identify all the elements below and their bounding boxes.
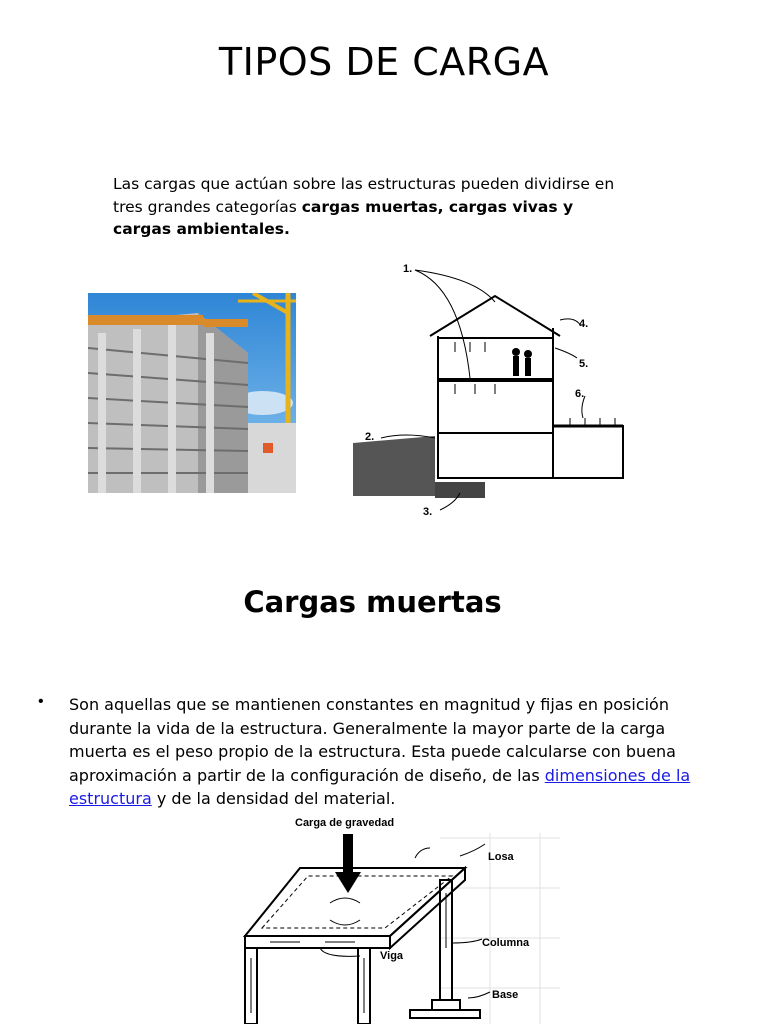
intro-text: Las cargas que actúan sobre las estructuras pueden dividirse en tres grandes categorías [113,175,615,216]
diagram-label-1: 1. [403,263,413,275]
dimensions-link[interactable]: dimensiones de la estructura [69,765,691,808]
slide-title: TIPOS DE CARGA [218,40,550,84]
diagram-label-6: 6. [575,388,585,400]
intro-bold-categories: cargas muertas, cargas vivas y cargas ambientales. [113,197,574,238]
bullet-item [38,693,728,811]
diagram-label-3: 3. [423,506,433,518]
bullet-text-prefix: Son aquellas que se mantienen constantes en magnitud y fijas en posición durante la vida de la estructura. Generalmente la mayor parte de la carga muerta es el peso propio de la estructura. Esta puede calcularse con buena aproximación a partir de la configuración de diseño, de las [69,695,676,785]
construction-photo [88,293,296,493]
gravity-load-label: Carga de gravedad [295,817,395,829]
diagram-label-4: 4. [579,318,589,330]
slab-label: Losa [488,851,514,863]
bullet-icon: • [38,693,44,710]
intro-paragraph [113,173,633,241]
diagram-label-5: 5. [579,358,589,370]
structural-frame-diagram [240,808,570,1024]
beam-label: Viga [380,950,404,962]
base-label: Base [492,989,519,1001]
bullet-text [69,693,728,811]
bullet-text-suffix: y de la densidad del material. [151,789,396,808]
column-label: Columna [482,937,530,949]
section-heading: Cargas muertas [243,585,502,619]
diagram-label-2: 2. [365,431,375,443]
house-load-diagram [345,258,630,520]
